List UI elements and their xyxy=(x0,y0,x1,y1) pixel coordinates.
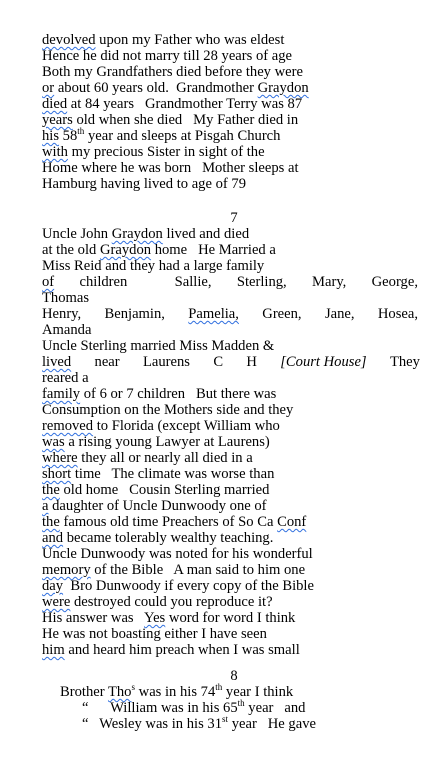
text-line: Hence he did not marry till 28 years of age xyxy=(42,48,293,64)
text-word: Mary, xyxy=(312,274,347,290)
text-line xyxy=(42,112,426,128)
text-line xyxy=(42,128,426,144)
text-line: Amanda xyxy=(42,322,92,338)
text-line xyxy=(42,578,426,594)
text-span: time The climate was worse than xyxy=(71,466,275,482)
text-word: George, xyxy=(371,274,418,290)
spell-flag: Graydon xyxy=(99,242,152,258)
text-word: Henry, xyxy=(42,306,82,322)
text-span: Uncle John xyxy=(42,226,112,242)
text-span: year He gave xyxy=(228,716,316,732)
ditto-mark: “ xyxy=(82,716,89,732)
text-line xyxy=(42,514,426,530)
text-line xyxy=(42,482,426,498)
text-line: Uncle Dunwoody was noted for his wonderful xyxy=(42,546,313,562)
text-line: He was not boasting either I have seen xyxy=(42,626,267,642)
spell-flag: day xyxy=(42,578,64,594)
spell-flag: where xyxy=(42,450,78,466)
text-line: Hamburg having lived to age of 79 xyxy=(42,176,246,192)
page-number: 8 xyxy=(230,668,238,684)
text-word: near xyxy=(94,354,120,370)
text-line: Uncle Sterling married Miss Madden & xyxy=(42,338,275,354)
paragraph-uncles xyxy=(42,210,426,658)
text-word: Jane, xyxy=(324,306,355,322)
text-span: upon my Father who was eldest xyxy=(95,32,285,48)
text-span: year and xyxy=(244,700,306,716)
text-span: His answer was xyxy=(42,610,144,626)
text-span: destroyed could you reproduce it? xyxy=(70,594,273,610)
superscript: th xyxy=(237,698,245,709)
text-span: was in his 74 xyxy=(135,684,216,700)
text-span: became tolerably wealthy teaching. xyxy=(63,530,274,546)
spell-flag: the xyxy=(42,514,60,530)
superscript: s xyxy=(131,682,135,693)
spell-flag: and xyxy=(42,530,64,546)
text-line xyxy=(42,498,426,514)
text-line xyxy=(60,700,426,716)
text-line xyxy=(42,562,426,578)
paragraph-brothers xyxy=(60,684,426,732)
text-span: Wesley was in his 31 xyxy=(88,716,223,732)
superscript: th xyxy=(215,682,223,693)
text-span: my precious Sister in sight of the xyxy=(67,144,265,160)
text-word: Hosea, xyxy=(377,306,418,322)
text-line: Consumption on the Mothers side and they xyxy=(42,402,294,418)
text-line xyxy=(42,32,426,48)
text-line: Home where he was born Mother sleeps at xyxy=(42,160,299,176)
text-line xyxy=(42,386,426,402)
spell-flag: him xyxy=(42,642,65,658)
text-line xyxy=(42,530,426,546)
text-span: they all or nearly all died in a xyxy=(77,450,253,466)
spell-flag: Conf xyxy=(277,514,307,530)
text-span: of the Bible A man said to him one xyxy=(90,562,306,578)
text-line xyxy=(42,594,426,610)
text-span: year and sleeps at Pisgah Church xyxy=(84,128,281,144)
text-word: Sallie, xyxy=(174,274,212,290)
text-span: word for word I think xyxy=(165,610,296,626)
spell-flag: years xyxy=(42,112,73,128)
text-line: Miss Reid and they had a large family xyxy=(42,258,265,274)
spell-flag: died xyxy=(42,96,68,112)
text-span: Bro Dunwoody if every copy of the Bible xyxy=(63,578,314,594)
spell-flag: Yes xyxy=(144,610,166,626)
text-span: famous old time Preachers of So Ca xyxy=(59,514,278,530)
text-word: Sterling, xyxy=(236,274,287,290)
spell-flag: removed xyxy=(42,418,94,434)
text-line xyxy=(42,610,426,626)
text-span: at 84 years Grandmother Terry was 87 xyxy=(67,96,303,112)
text-line: Both my Grandfathers died before they were xyxy=(42,64,303,80)
text-line xyxy=(42,242,426,258)
page-number: 7 xyxy=(230,210,238,226)
text-span: home He Married a xyxy=(151,242,276,258)
spell-flag: memory xyxy=(42,562,91,578)
spell-flag: lived xyxy=(42,354,72,370)
text-span: old when she died My Father died in xyxy=(72,112,299,128)
spell-flag: family xyxy=(42,386,81,402)
spell-flag: of xyxy=(42,274,55,290)
paragraph-father xyxy=(42,32,426,192)
spell-flag: devolved xyxy=(42,32,96,48)
text-word: C xyxy=(213,354,224,370)
text-line xyxy=(42,80,426,96)
ditto-mark: “ xyxy=(82,700,89,716)
text-line-justified xyxy=(42,274,426,290)
spell-flag: Tho xyxy=(107,684,132,700)
text-word: Laurens xyxy=(142,354,190,370)
text-line: Thomas xyxy=(42,290,90,306)
text-line-justified xyxy=(42,306,426,322)
text-span: 58 xyxy=(59,128,78,144)
spell-flag: Pamelia, xyxy=(188,306,239,322)
text-span: old home Cousin Sterling married xyxy=(59,482,270,498)
text-line xyxy=(42,96,426,112)
superscript: st xyxy=(222,714,229,725)
text-line: reared a xyxy=(42,370,89,386)
spell-flag: his xyxy=(42,128,60,144)
text-word-italic: [Court House] xyxy=(280,354,367,370)
text-span: at the old xyxy=(42,242,100,258)
spell-flag: a xyxy=(42,498,49,514)
text-span: and heard him preach when I was small xyxy=(64,642,300,658)
spell-flag: or xyxy=(42,80,55,96)
text-line-justified xyxy=(42,354,426,370)
text-word: Benjamin, xyxy=(104,306,165,322)
text-line xyxy=(42,144,426,160)
text-span: to Florida (except William who xyxy=(93,418,280,434)
text-line xyxy=(42,466,426,482)
text-span: a rising young Lawyer at Laurens) xyxy=(64,434,270,450)
text-span: of 6 or 7 children But there was xyxy=(80,386,277,402)
text-line xyxy=(42,418,426,434)
text-span: daughter of Uncle Dunwoody one of xyxy=(48,498,267,514)
text-span: year I think xyxy=(222,684,294,700)
text-span: Brother xyxy=(60,684,108,700)
spell-flag: Graydon xyxy=(111,226,163,242)
text-span: William was in his 65 xyxy=(88,700,238,716)
text-span: lived and died xyxy=(162,226,250,242)
text-word: H xyxy=(246,354,257,370)
spell-flag: with xyxy=(42,144,68,160)
text-line xyxy=(60,716,426,732)
text-line xyxy=(42,226,426,242)
text-line xyxy=(42,642,426,658)
spell-flag: were xyxy=(42,594,71,610)
spell-flag: Graydon xyxy=(257,80,309,96)
spell-flag: the xyxy=(42,482,60,498)
text-word: They xyxy=(389,354,420,370)
text-word: children xyxy=(79,274,128,290)
text-line xyxy=(42,450,426,466)
spell-flag: short xyxy=(42,466,72,482)
spell-flag: was xyxy=(42,434,65,450)
superscript: th xyxy=(77,126,85,137)
text-span: about 60 years old. Grandmother xyxy=(54,80,258,96)
text-line xyxy=(42,434,426,450)
text-word: Green, xyxy=(262,306,302,322)
